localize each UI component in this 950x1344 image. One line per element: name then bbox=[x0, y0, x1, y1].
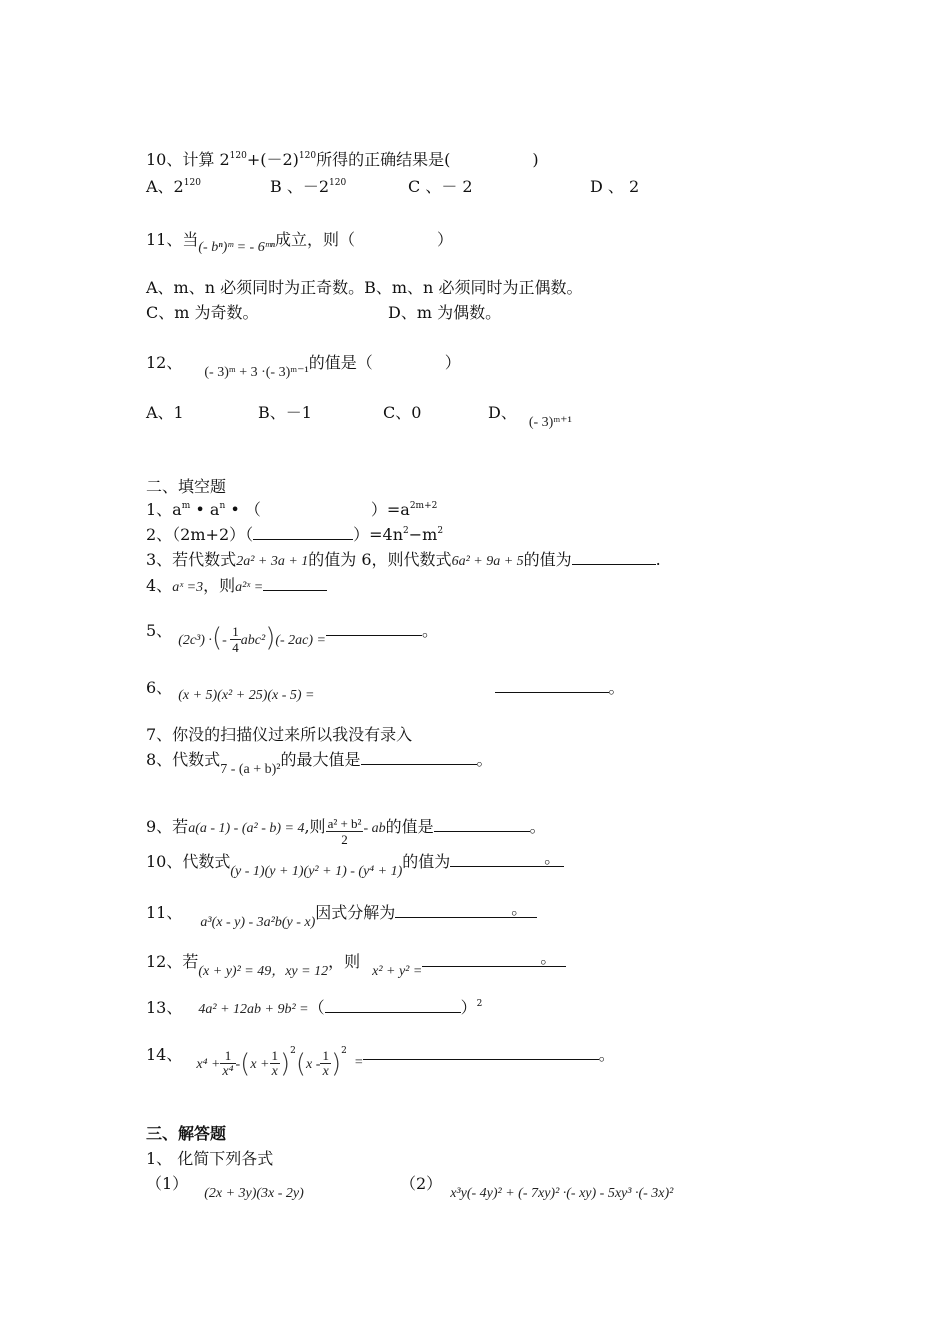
square-sup: 2 bbox=[290, 1046, 296, 1056]
fill-q13 bbox=[146, 998, 482, 1020]
q8-t2: 的最大值是 bbox=[280, 750, 361, 769]
fraction bbox=[220, 1048, 235, 1079]
q14-eq: = bbox=[354, 1055, 363, 1070]
q10-math: (y - 1)(y + 1)(y² + 1) - (y⁴ + 1) bbox=[230, 864, 403, 879]
fill-q11 bbox=[146, 899, 537, 930]
fill-q3 bbox=[146, 550, 661, 572]
denominator: x⁴ bbox=[222, 1064, 234, 1079]
q5-math4: (- 2ac) = bbox=[275, 633, 326, 648]
q3-t2: 的值为 6，则代数式 bbox=[308, 550, 452, 569]
q14-math3: x + bbox=[250, 1057, 270, 1072]
answer-blank[interactable] bbox=[450, 848, 564, 867]
part-label: （1） bbox=[146, 1174, 189, 1193]
q13-math: 4a² + 12ab + 9b² = bbox=[198, 1002, 309, 1017]
q12-math1: (x + y)² = 49，xy = 12 bbox=[198, 964, 329, 979]
mc-q11-option-a: A、m、n 必须同时为正奇数。 bbox=[146, 278, 365, 297]
mc-q12-option-b: B、－1 bbox=[258, 403, 312, 422]
q2-t2: ）=4n bbox=[353, 525, 404, 544]
opt-text: B 、－2 bbox=[270, 177, 330, 196]
q3-t3: 的值为 bbox=[523, 550, 572, 569]
answer-blank[interactable] bbox=[434, 817, 530, 832]
section-heading-solve: 三、解答题 bbox=[146, 1124, 227, 1143]
q12-t2: ，则 bbox=[328, 952, 361, 971]
q9-t2: ,则 bbox=[304, 817, 326, 836]
answer-blank[interactable] bbox=[325, 998, 461, 1013]
fraction bbox=[270, 1048, 281, 1079]
q9-text: 9、若 bbox=[146, 817, 189, 836]
question-number: 12、 bbox=[146, 353, 183, 372]
mc-q10-option-d: D 、 2 bbox=[590, 177, 640, 196]
mc-q12-option-d bbox=[488, 403, 572, 430]
fraction bbox=[230, 624, 241, 655]
q11-close: ） bbox=[436, 230, 453, 249]
q1-text: 1、a bbox=[146, 500, 182, 519]
part-1-math: (2x + 3y)(3x - 2y) bbox=[204, 1186, 304, 1201]
bracket-left: ( bbox=[295, 1048, 307, 1079]
fill-q5 bbox=[146, 616, 439, 655]
q11-text: 成立，则（ bbox=[274, 230, 355, 249]
opt-sup: 120 bbox=[183, 178, 201, 188]
q6-math: (x + 5)(x² + 25)(x - 5) = bbox=[178, 688, 315, 703]
q1-sup1: m bbox=[181, 501, 191, 511]
q14-math4: x - bbox=[306, 1057, 321, 1072]
q5-math3: abc² bbox=[240, 633, 266, 648]
q10-end: 。 bbox=[544, 848, 561, 867]
mc-q10 bbox=[146, 150, 539, 170]
q10-text-a: 计算 2 bbox=[182, 150, 230, 169]
fill-q9 bbox=[146, 812, 546, 847]
answer-blank[interactable] bbox=[422, 948, 566, 967]
q14-text: 14、 bbox=[146, 1045, 183, 1064]
opt-math: (- 3)ᵐ⁺¹ bbox=[528, 415, 572, 430]
numerator: 1 bbox=[271, 1048, 278, 1063]
denominator: 4 bbox=[232, 640, 239, 655]
bracket-left: ( bbox=[240, 1048, 251, 1079]
q14-minus: - bbox=[235, 1057, 241, 1072]
q5-text: 5、 bbox=[146, 621, 173, 640]
q9-math1: a(a - 1) - (a² - b) = 4 bbox=[188, 821, 305, 836]
fill-q7: 7、你没的扫描仪过来所以我没有录入 bbox=[146, 725, 413, 744]
mc-q11-option-c: C、m 为奇数。 bbox=[146, 303, 259, 322]
q13-t2: （ bbox=[308, 998, 325, 1017]
fraction bbox=[326, 816, 364, 847]
fill-q10 bbox=[146, 848, 564, 879]
q11-end: 。 bbox=[511, 899, 528, 918]
q10-text: 10、代数式 bbox=[146, 852, 231, 871]
q3-end: . bbox=[655, 550, 661, 569]
numerator: 1 bbox=[232, 624, 239, 639]
answer-blank[interactable] bbox=[326, 621, 422, 636]
q5-minus: - bbox=[222, 633, 231, 648]
mc-q12-option-a: A、1 bbox=[146, 403, 184, 422]
part-label: （2） bbox=[400, 1174, 443, 1193]
mc-q11-option-d: D、m 为偶数。 bbox=[388, 303, 502, 322]
q13-t3: ） bbox=[460, 998, 477, 1017]
fill-q12 bbox=[146, 948, 566, 979]
q14-math1: x⁴ + bbox=[196, 1057, 221, 1072]
section-heading-fill: 二、填空题 bbox=[146, 477, 227, 496]
mc-q10-option-b bbox=[270, 177, 346, 197]
fill-q2 bbox=[146, 525, 443, 545]
q1-sup2: n bbox=[219, 501, 226, 511]
q4-text: 4、 bbox=[146, 576, 173, 595]
numerator: a² + b² bbox=[327, 816, 362, 831]
q11-math: (- bⁿ)ᵐ = - 6ᵐⁿ bbox=[198, 240, 275, 255]
q10-text-c: 所得的正确结果是( bbox=[316, 150, 451, 169]
q11-math: a³(x - y) - 3a²b(y - x) bbox=[200, 915, 316, 930]
q12-end: 。 bbox=[540, 948, 557, 967]
q10-close: ) bbox=[532, 150, 539, 169]
bracket-right: ) bbox=[330, 1048, 342, 1079]
q5-math1: (2c³) · bbox=[178, 633, 212, 648]
bracket-right: ) bbox=[265, 622, 276, 653]
q3-math2: 6a² + 9a + 5 bbox=[451, 554, 524, 569]
q2-sup1: 2 bbox=[403, 526, 409, 536]
answer-blank[interactable] bbox=[361, 750, 477, 765]
q3-math1: 2a² + 3a + 1 bbox=[236, 554, 309, 569]
q8-text: 8、代数式 bbox=[146, 750, 221, 769]
q4-math2: a²ˣ = bbox=[235, 580, 264, 595]
solve-part-2 bbox=[400, 1174, 674, 1201]
fill-q4 bbox=[146, 576, 327, 598]
bracket-right: ) bbox=[280, 1048, 291, 1079]
q4-math1: aˣ =3 bbox=[172, 580, 204, 595]
denominator: 2 bbox=[341, 832, 348, 847]
q9-end: 。 bbox=[529, 817, 546, 836]
answer-blank[interactable] bbox=[572, 550, 656, 565]
answer-blank[interactable] bbox=[495, 678, 609, 693]
q10-text-b: +(－2) bbox=[246, 150, 299, 169]
q12-text: 的值是（ bbox=[308, 353, 373, 372]
mc-q11-option-b: B、m、n 必须同时为正偶数。 bbox=[364, 278, 583, 297]
q1-sup3: 2m+2 bbox=[409, 501, 438, 511]
q10-sup-a: 120 bbox=[229, 151, 247, 161]
mc-q10-option-c: C 、－ 2 bbox=[408, 177, 473, 196]
q2-text: 2、（2m+2）（ bbox=[146, 525, 254, 544]
fill-q6 bbox=[146, 678, 625, 703]
q9-t3: 的值是 bbox=[385, 817, 434, 836]
denominator: x bbox=[322, 1064, 329, 1079]
bracket-left: ( bbox=[211, 622, 223, 653]
q8-end: 。 bbox=[476, 750, 493, 769]
q2-sup2: 2 bbox=[437, 526, 444, 536]
q12-math2: x² + y² = bbox=[372, 964, 423, 979]
q13-sup: 2 bbox=[476, 999, 483, 1009]
opt-text: D、 bbox=[488, 403, 517, 422]
q12-text: 12、若 bbox=[146, 952, 199, 971]
answer-blank[interactable] bbox=[395, 899, 537, 918]
fill-q1 bbox=[146, 500, 437, 520]
q4-t2: ，则 bbox=[203, 576, 236, 595]
mc-q11 bbox=[146, 230, 453, 255]
mc-q12-option-c: C、0 bbox=[383, 403, 422, 422]
opt-text: A、2 bbox=[146, 177, 184, 196]
numerator: 1 bbox=[220, 1048, 235, 1064]
q3-text: 3、若代数式 bbox=[146, 550, 237, 569]
q5-end: 。 bbox=[422, 621, 439, 640]
numerator: 1 bbox=[322, 1048, 329, 1063]
question-number: 11、当 bbox=[146, 230, 199, 249]
fill-q8 bbox=[146, 750, 493, 777]
q1-t3: • （ bbox=[225, 500, 261, 519]
mc-q11-options-row1 bbox=[146, 278, 582, 298]
answer-blank[interactable] bbox=[253, 525, 353, 540]
answer-blank[interactable] bbox=[263, 576, 327, 591]
opt-sup: 120 bbox=[329, 178, 347, 188]
mc-q12 bbox=[146, 353, 461, 380]
q1-t2: • a bbox=[190, 500, 220, 519]
fraction bbox=[320, 1048, 331, 1079]
solve-q1: 1、 化简下列各式 bbox=[146, 1149, 274, 1168]
fill-q14 bbox=[146, 1040, 615, 1079]
q14-end: 。 bbox=[598, 1045, 615, 1064]
q9-math2: - ab bbox=[363, 821, 386, 836]
solve-part-1 bbox=[146, 1174, 304, 1201]
mc-q10-option-a bbox=[146, 177, 201, 197]
q8-math: 7 - (a + b)² bbox=[220, 762, 281, 777]
q10-sup-b: 120 bbox=[298, 151, 317, 161]
q13-text: 13、 bbox=[146, 998, 183, 1017]
answer-blank[interactable] bbox=[363, 1045, 599, 1060]
q12-math: (- 3)ᵐ + 3 ·(- 3)ᵐ⁻¹ bbox=[204, 365, 309, 380]
q2-t3: −m bbox=[408, 525, 438, 544]
q1-t4: ）=a bbox=[370, 500, 410, 519]
q6-text: 6、 bbox=[146, 678, 173, 697]
part-2-math: x³y(- 4y)² + (- 7xy)² ·(- xy) - 5xy³ ·(- 3x)² bbox=[450, 1186, 674, 1201]
denominator: x bbox=[271, 1064, 278, 1079]
q11-text: 11、 bbox=[146, 903, 183, 922]
square-sup: 2 bbox=[341, 1046, 347, 1056]
q10-t2: 的值为 bbox=[402, 852, 451, 871]
q11-t2: 因式分解为 bbox=[315, 903, 396, 922]
q12-close: ） bbox=[444, 353, 461, 372]
question-number: 10、 bbox=[146, 150, 183, 169]
q6-end: 。 bbox=[608, 678, 625, 697]
